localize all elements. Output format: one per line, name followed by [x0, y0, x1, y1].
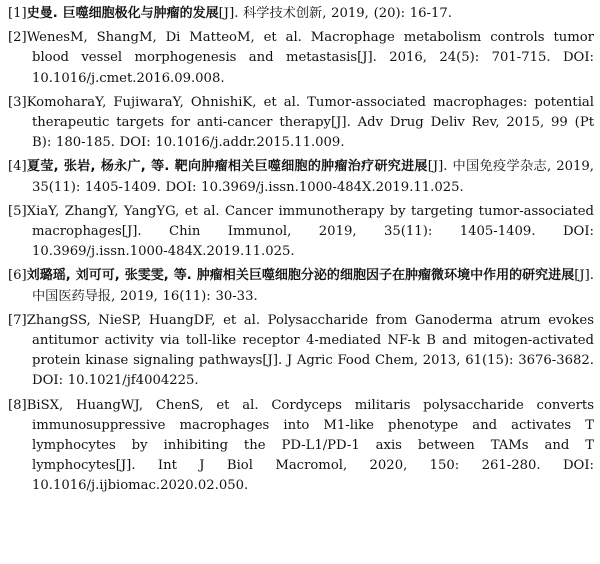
reference-number: [5] [8, 203, 27, 219]
reference-chinese-title: 史曼. 巨噬细胞极化与肿瘤的发展 [26, 6, 219, 21]
reference-text: WenesM, ShangM, Di MatteoM, et al. Macrophage metabolism controls tumor blood vessel morphogenesis and metastasis[J]. 2016, 24(5): 701-715. DOI: 10.1016/j.cmet.2016.09.008. [26, 30, 594, 86]
reference-number: [2] [8, 30, 27, 46]
reference-text: [J]. 中国医药导报, 2019, 16(11): 30-33. [32, 268, 594, 304]
reference-text: [J]. 中国免疫学杂志, 2019, 35(11): 1405-1409. DOI: 10.3969/j.issn.1000-484X.2019.11.025. [32, 159, 594, 195]
reference-text: ZhangSS, NieSP, HuangDF, et al. Polysaccharide from Ganoderma atrum evokes antitumor activity via toll-like receptor 4-mediated NF-k B and mitogen-activated protein kinase signaling pathways[J]. J Agric Food Chem, 2013, 61(15): 3676-3682. DOI: 10.1021/jf4004225. [26, 312, 594, 389]
reference-number: [4] [8, 159, 27, 175]
reference-number: [8] [8, 397, 27, 413]
reference-item-5 [8, 202, 594, 263]
reference-item-8 [8, 396, 594, 497]
reference-chinese-title: 刘璐瑶, 刘可可, 张雯雯, 等. 肿瘤相关巨噬细胞分泌的细胞因子在肿瘤微环境中作用的研究进展 [26, 268, 575, 284]
reference-number: [1] [8, 6, 27, 21]
reference-item-6 [8, 266, 594, 306]
reference-item-1 [8, 4, 594, 24]
reference-item-4 [8, 157, 594, 197]
reference-item-3 [8, 93, 594, 154]
reference-text: KomoharaY, FujiwaraY, OhnishiK, et al. Tumor-associated macrophages: potential therapeutic targets for anti-cancer therapy[J]. Adv Drug Deliv Rev, 2015, 99 (Pt B): 180-185. DOI: 10.1016/j.addr.2015.11.009. [26, 94, 594, 151]
reference-text: BiSX, HuangWJ, ChenS, et al. Cordyceps militaris polysaccharide converts immunosuppressive macrophages into M1-like phenotype and activates T lymphocytes by inhibiting the PD-L1/PD-1 axis between TAMs and T lymphocytes[J]. Int J Biol Macromol, 2020, 150: 261-280. DOI: 10.1016/j.ijbiomac.2020.02.050. [26, 397, 594, 494]
reference-number: [7] [8, 312, 27, 328]
reference-text: XiaY, ZhangY, YangYG, et al. Cancer immunotherapy by targeting tumor-associated macrophages[J]. Chin Immunol, 2019, 35(11): 1405-1409. DOI: 10.3969/j.issn.1000-484X.2019.11.025. [26, 203, 594, 260]
reference-chinese-title: 夏莹, 张岩, 杨永广, 等. 靶向肿瘤相关巨噬细胞的肿瘤治疗研究进展 [26, 159, 428, 175]
reference-number: [6] [8, 268, 27, 284]
reference-number: [3] [8, 94, 27, 110]
reference-item-2 [8, 28, 594, 89]
reference-item-7 [8, 311, 594, 392]
reference-text: [J]. 科学技术创新, 2019, (20): 16-17. [218, 6, 452, 21]
